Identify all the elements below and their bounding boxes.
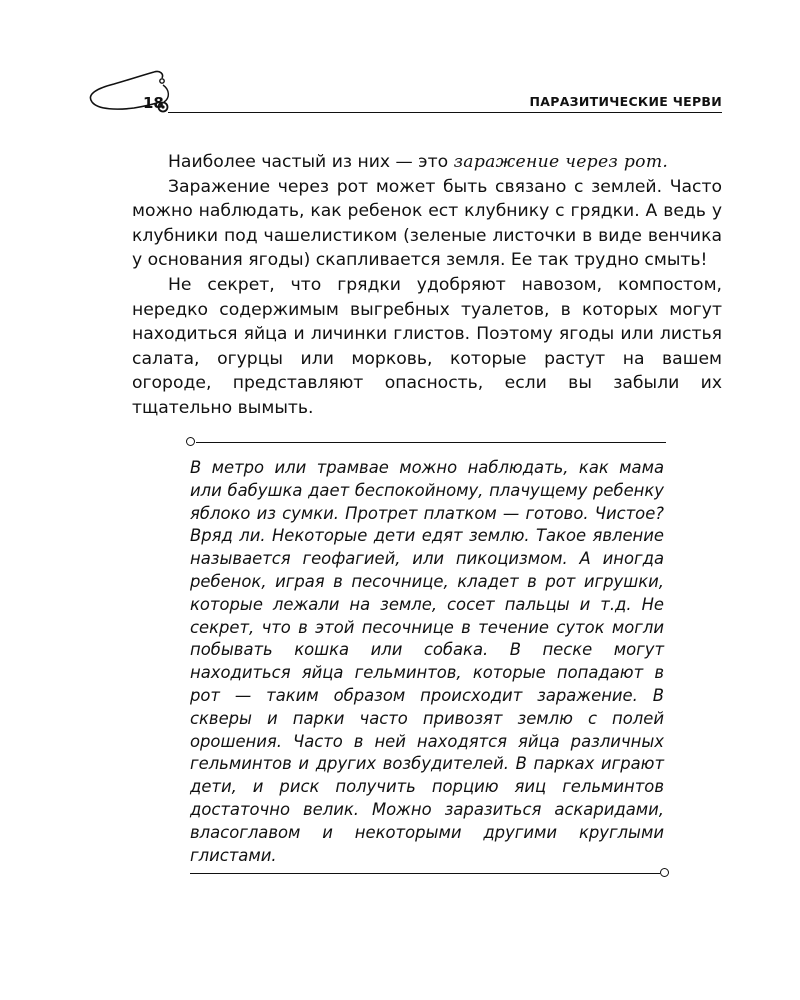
paragraph-1-lead: Наиболее частый из них — это	[168, 152, 454, 172]
paragraph-1	[132, 150, 722, 175]
sidebar-top-dot	[186, 437, 195, 446]
sidebar-bottom-rule	[190, 873, 660, 874]
sidebar-top-rule	[196, 442, 666, 443]
sidebar-bottom-dot	[660, 868, 669, 877]
page-number: 18	[143, 94, 164, 112]
paragraph-1-emphasis: заражение через рот.	[453, 152, 669, 172]
stethoscope-icon	[84, 64, 194, 116]
paragraph-3: Не секрет, что грядки удобряют навозом, компостом, нередко содержимым выгребных туалетов, в которых могут находиться яйца и личинки глистов. Поэтому ягоды или листья салата, огурцы или морковь, которые растут на вашем огороде, представляют опасность, если вы забыли их тщательно вымыть.	[132, 274, 722, 418]
sidebar-text: В метро или трамвае можно наблюдать, как мама или бабушка дает беспокойному, плачущему ребенку яблоко из сумки. Протрет платком — готово. Чистое? Вряд ли. Некоторые дети едят землю. Такое явление называется геофагией, или пикоцизмом. А иногда ребенок, играя в песочнице, кладет в рот игрушки, которые лежали на земле, сосет пальцы и т.д. Не секрет, что в этой песочнице в течение суток могли побывать кошка или собака. В песке могут находиться яйца гельминтов, которые попадают в рот — таким образом происходит заражение. В скверы и парки часто привозят землю с полей орошения. Часто в ней находятся яйца различных гельминтов и других возбудителей. В парках играют дети, и риск получить порцию яиц гельминтов достаточно велик. Можно заразиться аскаридами, власоглавом и некоторыми другими круглыми глистами.	[190, 458, 664, 865]
running-title: ПАРАЗИТИЧЕСКИЕ ЧЕРВИ	[529, 94, 722, 109]
header-rule	[168, 112, 722, 113]
main-text	[132, 150, 722, 421]
paragraph-2: Заражение через рот может быть связано с землей. Часто можно наблюдать, как ребенок ест клубнику с грядки. А ведь у клубники под чашелистиком (зеленые листочки в виде венчика у основания ягоды) скапливается земля. Ее так трудно смыть!	[132, 176, 722, 271]
